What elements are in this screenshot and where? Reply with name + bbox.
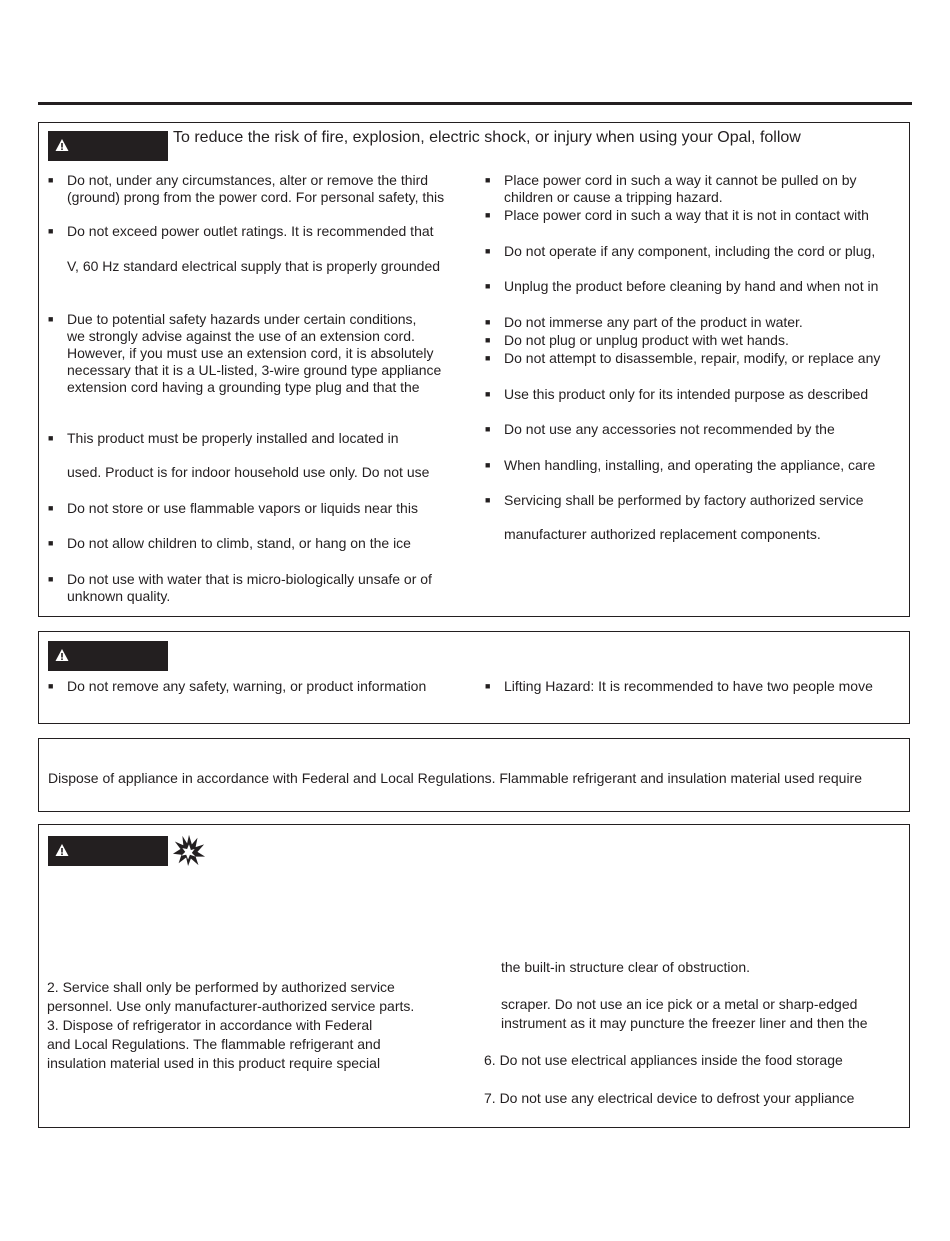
caution-badge — [48, 641, 168, 671]
list-item: ■ Lifting Hazard: It is recommended to have two people move — [504, 678, 873, 695]
warning-badge — [48, 836, 168, 866]
list-item: ■ Place power cord in such a way it cannot be pulled on by children or cause a tripping hazard. — [504, 172, 857, 206]
list-item: ■ When handling, installing, and operating the appliance, care — [504, 457, 875, 474]
flammable-refrigerant-box — [38, 824, 910, 1128]
header-rule — [38, 102, 912, 105]
text-fragment: used. Product is for indoor household use only. Do not use — [67, 464, 430, 480]
list-item: ■ Do not use any accessories not recommended by the — [504, 421, 835, 438]
disposal-box — [38, 738, 910, 812]
warning-triangle-icon — [55, 648, 69, 662]
warning-triangle-icon — [55, 843, 69, 857]
warning-triangle-icon — [55, 138, 69, 152]
text-fragment: V, 60 Hz standard electrical supply that is properly grounded — [67, 258, 441, 274]
text-fragment: scraper. Do not use an ice pick or a metal or sharp-edged instrument as it may puncture the freezer liner and then the — [501, 996, 868, 1031]
list-item: ■ Do not operate if any component, including the cord or plug, — [504, 243, 875, 260]
caution-box — [38, 631, 910, 724]
list-item: ■ Do not store or use flammable vapors or liquids near this — [67, 500, 418, 517]
list-item: ■ Use this product only for its intended purpose as described — [504, 386, 868, 403]
list-item: ■ Do not remove any safety, warning, or product information — [67, 678, 426, 695]
list-item: ■ Do not attempt to disassemble, repair, modify, or replace any — [504, 350, 880, 367]
list-item: ■ Do not use with water that is micro-biologically unsafe or of unknown quality. — [67, 571, 432, 605]
list-item: ■ Do not exceed power outlet ratings. It is recommended that — [67, 223, 434, 240]
disposal-text: Dispose of appliance in accordance with Federal and Local Regulations. Flammable refrigerant and insulation material used require — [48, 770, 863, 786]
list-item: ■ Servicing shall be performed by factory authorized service — [504, 492, 864, 509]
numbered-item: 7. Do not use any electrical device to defrost your appliance — [484, 1090, 855, 1106]
text-fragment: manufacturer authorized replacement components. — [504, 526, 821, 542]
list-item: ■ Do not immerse any part of the product in water. — [504, 314, 803, 331]
explosion-icon — [171, 833, 207, 867]
list-item: ■ Do not plug or unplug product with wet hands. — [504, 332, 789, 349]
warning-box-fire-shock — [38, 122, 910, 617]
warning-intro: To reduce the risk of fire, explosion, electric shock, or injury when using your Opal, follow — [173, 129, 801, 146]
numbered-item: 2. Service shall only be performed by authorized service personnel. Use only manufacturer-authorized service parts. — [47, 979, 415, 1014]
list-item: ■ Due to potential safety hazards under certain conditions, we strongly advise against the use of an extension cord. However, if you must use an extension cord, it is absolutely necessary that it is a UL-listed, 3-wire ground type appliance extension cord having a grounding type plug and that the — [67, 311, 441, 396]
numbered-item: 6. Do not use electrical appliances inside the food storage — [484, 1052, 843, 1068]
warning-badge — [48, 131, 168, 161]
list-item: ■ Place power cord in such a way that it is not in contact with — [504, 207, 869, 224]
list-item: ■ Unplug the product before cleaning by hand and when not in — [504, 278, 878, 295]
numbered-item: 3. Dispose of refrigerator in accordance with Federal and Local Regulations. The flammable refrigerant and insulation material used in this product require special — [47, 1017, 381, 1071]
text-fragment: the built-in structure clear of obstruction. — [501, 959, 751, 975]
list-item: ■ This product must be properly installed and located in — [67, 430, 399, 447]
list-item: ■ Do not allow children to climb, stand, or hang on the ice — [67, 535, 411, 552]
list-item: ■ Do not, under any circumstances, alter or remove the third (ground) prong from the power cord. For personal safety, this — [67, 172, 444, 206]
